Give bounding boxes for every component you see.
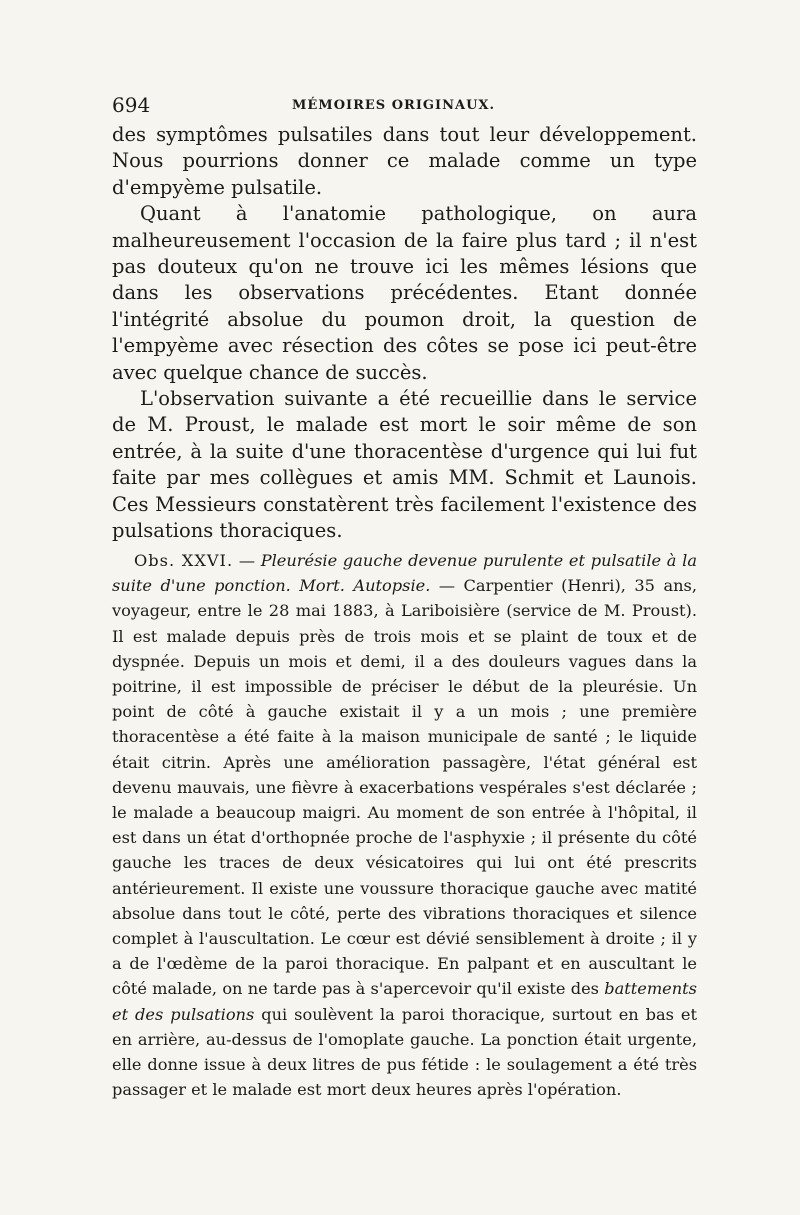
observation-block: [112, 548, 697, 1102]
observation-emphasis: battements et des pulsations: [112, 979, 697, 1024]
observation-label: Obs. XXVI.: [134, 551, 234, 570]
observation-dash-2: —: [430, 576, 464, 596]
observation-title: Pleurésie gauche devenue purulente et pulsatile à la suite d'une ponction. Mort. Autopsie.: [112, 551, 697, 596]
journal-title: MÉMOIRES ORIGINAUX.: [292, 98, 496, 113]
observation-text-a: Carpentier (Henri), 35 ans, voyageur, entre le 28 mai 1883, à Lariboisière (service de M. Proust). Il est malade depuis près de trois mois et se plaint de toux et de dyspnée. Depuis un mois et demi, il a des douleurs vagues dans la poitrine, il est impossible de préciser le début de la pleurésie. Un point de côté à gauche existait il y a un mois ; une première thoracentèse a été faite à la maison municipale de santé ; le liquide était citrin. Après une amélioration passagère, l'état général est devenu mauvais, une fièvre à exacerbations vespérales s'est déclarée ; le malade a beaucoup maigri. Au moment de son entrée à l'hôpital, il est dans un état d'orthopnée proche de l'asphyxie ; il présente du côté gauche les traces de deux vésicatoires qui lui ont été prescrits antérieurement. Il existe une voussure thoracique gauche avec matité absolue dans tout le côté, perte des vibrations thoraciques et silence complet à l'auscultation. Le cœur est dévié sensiblement à droite ; il y a de l'œdème de la paroi thoracique. En palpant et en auscultant le côté malade, on ne tarde pas à s'apercevoir qu'il existe des: [112, 576, 697, 999]
paragraph-1: des symptômes pulsatiles dans tout leur développement. Nous pourrions donner ce malade comme un type d'empyème pulsatile.: [112, 123, 697, 199]
page-number: 694: [112, 93, 151, 117]
observation-text-b: qui soulèvent la paroi thoracique, surtout en bas et en arrière, au-dessus de l'omoplate gauche. La ponction était urgente, elle donne issue à deux litres de pus fétide : le soulagement a été très passager et le malade est mort deux heures après l'opération.: [112, 1004, 697, 1100]
paragraph-2: Quant à l'anatomie pathologique, on aura malheureusement l'occasion de la faire plus tard ; il n'est pas douteux qu'on ne trouve ici les mêmes lésions que dans les observations précédentes. Etant donnée l'intégrité absolue du poumon droit, la question de l'empyème avec résection des côtes se pose ici peut-être avec quelque chance de succès.: [112, 202, 697, 384]
paragraph-3: L'observation suivante a été recueillie dans le service de M. Proust, le malade est mort le soir même de son entrée, à la suite d'une thoracentèse d'urgence qui lui fut faite par mes collègues et amis MM. Schmit et Launois. Ces Messieurs constatèrent très facilement l'existence des pulsations thoraciques.: [112, 387, 697, 543]
main-text: [112, 122, 697, 545]
running-head: [112, 93, 697, 123]
observation-dash-1: —: [233, 551, 261, 570]
